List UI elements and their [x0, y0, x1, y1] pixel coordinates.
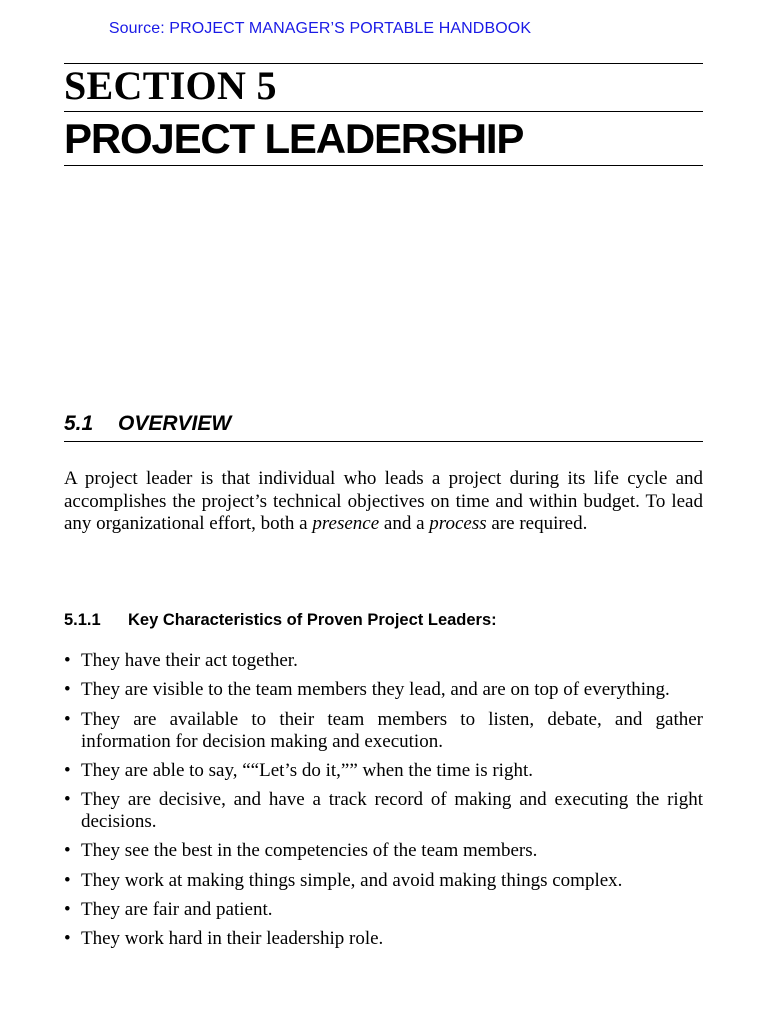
list-item [64, 870, 703, 892]
list-item-text: They work at making things simple, and avoid making things complex. [81, 869, 623, 891]
list-item-text: They are visible to the team members they lead, and are on top of everything. [81, 679, 670, 701]
subsection-heading-title: Key Characteristics of Proven Project Leaders: [128, 611, 497, 629]
paragraph-end: are required. [486, 513, 588, 534]
list-item [64, 789, 703, 833]
list-item-text: They see the best in the competencies of the team members. [81, 840, 538, 862]
overview-rule [64, 441, 703, 442]
source-line: Source: PROJECT MANAGER’S PORTABLE HANDBOOK [108, 20, 532, 37]
section-number: SECTION 5 [64, 63, 277, 108]
list-item [64, 709, 703, 753]
bullet-icon: • [64, 650, 71, 671]
list-item [64, 899, 703, 921]
bullet-icon: • [64, 899, 71, 921]
overview-paragraph [64, 468, 703, 536]
page [64, 0, 703, 1024]
section-title: PROJECT LEADERSHIP [64, 115, 524, 162]
overview-heading-title: OVERVIEW [118, 412, 232, 435]
paragraph-text: A project leader is that individual who leads a project during its life cycle and accomplishes the project’s technical objectives on time and within budget. To lead any organizational effort, both a [64, 468, 703, 534]
bullet-icon: • [64, 759, 71, 781]
process-term: process [429, 513, 487, 534]
list-item [64, 840, 703, 862]
paragraph-and-a: and a [379, 513, 430, 534]
bullet-icon: • [64, 869, 71, 891]
presence-term: presence [312, 513, 380, 534]
list-item-text: They are able to say, ““Let’s do it,”” when the time is right. [81, 759, 533, 781]
bullet-icon: • [64, 708, 71, 730]
bottom-rule [64, 165, 703, 166]
subsection-heading [64, 608, 497, 632]
list-item [64, 928, 703, 950]
overview-heading-number: 5.1 [64, 412, 94, 435]
list-item [64, 679, 703, 701]
list-item-text: They work hard in their leadership role. [81, 928, 384, 950]
middle-rule [64, 111, 703, 112]
list-item-text: They are fair and patient. [81, 899, 273, 921]
bullet-icon: • [64, 928, 71, 950]
list-item [64, 650, 703, 672]
list-item [64, 760, 703, 782]
bullet-icon: • [64, 679, 71, 701]
list-item-text: They are available to their team members to listen, debate, and gather information for decision making and execution. [81, 708, 703, 752]
list-item-text: They are decisive, and have a track record of making and executing the right decisions. [81, 789, 703, 833]
list-item-text: They have their act together. [81, 650, 298, 671]
subsection-heading-number: 5.1.1 [64, 611, 101, 629]
bullet-icon: • [64, 789, 71, 811]
characteristics-list [64, 650, 703, 958]
bullet-icon: • [64, 840, 71, 862]
overview-heading [64, 410, 231, 438]
